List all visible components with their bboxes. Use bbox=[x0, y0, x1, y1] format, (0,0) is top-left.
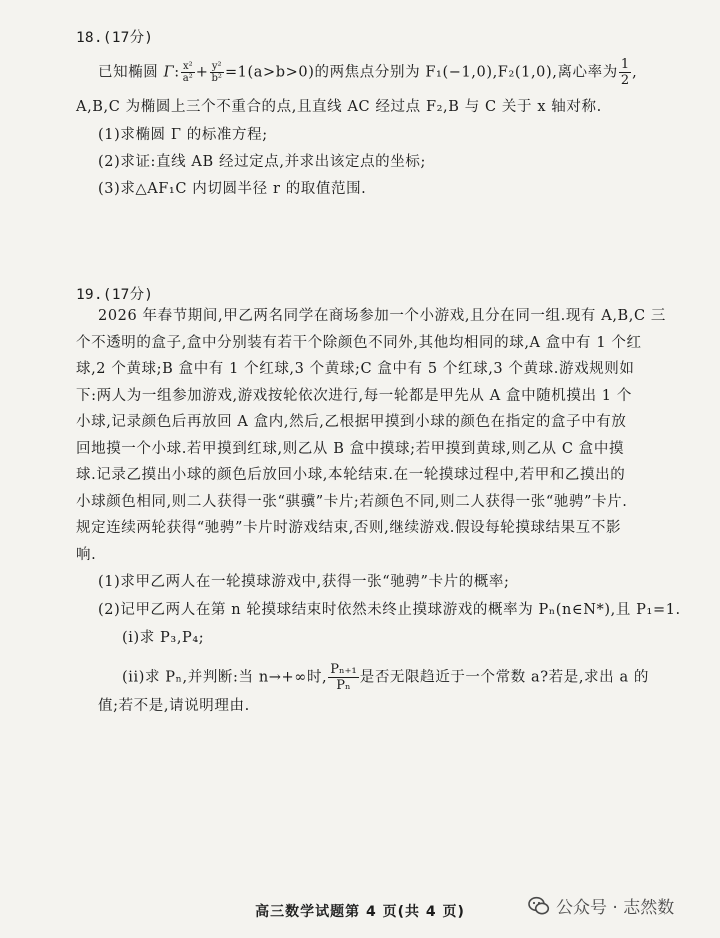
half-numerator: 1 bbox=[620, 57, 630, 72]
q19-heading: 19.(17分) bbox=[76, 287, 154, 303]
q18-line1-start: 已知椭圆 bbox=[98, 64, 164, 81]
q19-part2-i: (i)求 P₃,P₄; bbox=[122, 630, 205, 646]
q19-part2-ii bbox=[122, 662, 649, 693]
q19-line: 球.记录乙摸出小球的颜色后放回小球,本轮结束.在一轮摸球过程中,若甲和乙摸出的 bbox=[76, 467, 626, 483]
q19-part2-ii-end: 是否无限趋近于一个常数 a?若是,求出 a 的 bbox=[359, 669, 650, 686]
q19-line: 小球,记录颜色后再放回 A 盒内,然后,乙根据甲摸到小球的颜色在指定的盒子中有放 bbox=[76, 414, 627, 430]
q19-part2-ii-cont: 值;若不是,请说明理由. bbox=[98, 698, 250, 714]
wechat-icon bbox=[528, 896, 550, 916]
q19-part1: (1)求甲乙两人在一轮摸球游戏中,获得一张“驰骋”卡片的概率; bbox=[98, 574, 510, 590]
q19-line: 小球颜色相同,则二人获得一张“骐骥”卡片;若颜色不同,则二人获得一张“驰骋”卡片. bbox=[76, 494, 628, 510]
q18-line2: A,B,C 为椭圆上三个不重合的点,且直线 AC 经过点 F₂,B 与 C 关于 x 轴对称. bbox=[76, 99, 602, 115]
colon: : bbox=[174, 64, 180, 81]
frac1-numerator: x² bbox=[181, 61, 195, 73]
q18-part2: (2)求证:直线 AB 经过定点,并求出该定点的坐标; bbox=[98, 154, 426, 170]
fraction-one-half bbox=[619, 57, 631, 88]
q19-part2: (2)记甲乙两人在第 n 轮摸球结束时依然未终止摸球游戏的概率为 Pₙ(n∈N*),且 P₁=1. bbox=[98, 602, 681, 618]
q19-line: 下:两人为一组参加游戏,游戏按轮依次进行,每一轮都是甲先从 A 盒中随机摸出 1 个 bbox=[76, 388, 632, 404]
half-denominator: 2 bbox=[620, 73, 630, 88]
watermark bbox=[528, 893, 674, 918]
frac2-numerator: y² bbox=[210, 61, 224, 73]
gamma-symbol: Γ bbox=[163, 64, 175, 81]
frac1-denominator: a² bbox=[182, 73, 193, 84]
q19-line: 球,2 个黄球;B 盒中有 1 个红球,3 个黄球;C 盒中有 5 个红球,3 个黄球.游戏规则如 bbox=[76, 361, 635, 377]
fraction-x2-a2 bbox=[181, 61, 195, 84]
q19-line: 规定连续两轮获得“驰骋”卡片时游戏结束,否则,继续游戏.假设每轮摸球结果互不影 bbox=[76, 520, 622, 536]
q19-part2-ii-start: (ii)求 Pₙ,并判断:当 n→+∞时, bbox=[122, 669, 328, 686]
q18-line1 bbox=[98, 57, 637, 88]
plus-sign: + bbox=[195, 64, 209, 81]
q18-line1-middle: =1(a>b>0)的两焦点分别为 F₁(−1,0),F₂(1,0),离心率为 bbox=[224, 64, 618, 81]
page-footer: 高三数学试题第 4 页(共 4 页) bbox=[255, 904, 465, 920]
fraction-y2-b2 bbox=[210, 61, 224, 84]
watermark-text: 公众号 · 志然数 bbox=[556, 898, 675, 918]
q19-line: 响. bbox=[76, 547, 97, 563]
q19-line: 个不透明的盒子,盒中分别装有若干个除颜色不同外,其他均相同的球,A 盒中有 1 个红 bbox=[76, 335, 642, 351]
q19-line: 2026 年春节期间,甲乙两名同学在商场参加一个小游戏,且分在同一组.现有 A,B,C 三 bbox=[98, 308, 666, 324]
q19-line: 回地摸一个小球.若甲摸到红球,则乙从 B 盒中摸球;若甲摸到黄球,则乙从 C 盒中摸 bbox=[76, 441, 625, 457]
ratio-numerator: Pₙ₊₁ bbox=[330, 662, 357, 677]
q18-heading: 18.(17分) bbox=[76, 30, 154, 46]
q18-line1-end: , bbox=[632, 64, 638, 81]
frac2-denominator: b² bbox=[211, 73, 222, 84]
q18-part1: (1)求椭圆 Γ 的标准方程; bbox=[98, 127, 268, 143]
ratio-denominator: Pₙ bbox=[336, 678, 351, 693]
fraction-p-ratio bbox=[328, 662, 358, 693]
q18-part3: (3)求△AF₁C 内切圆半径 r 的取值范围. bbox=[98, 181, 367, 197]
